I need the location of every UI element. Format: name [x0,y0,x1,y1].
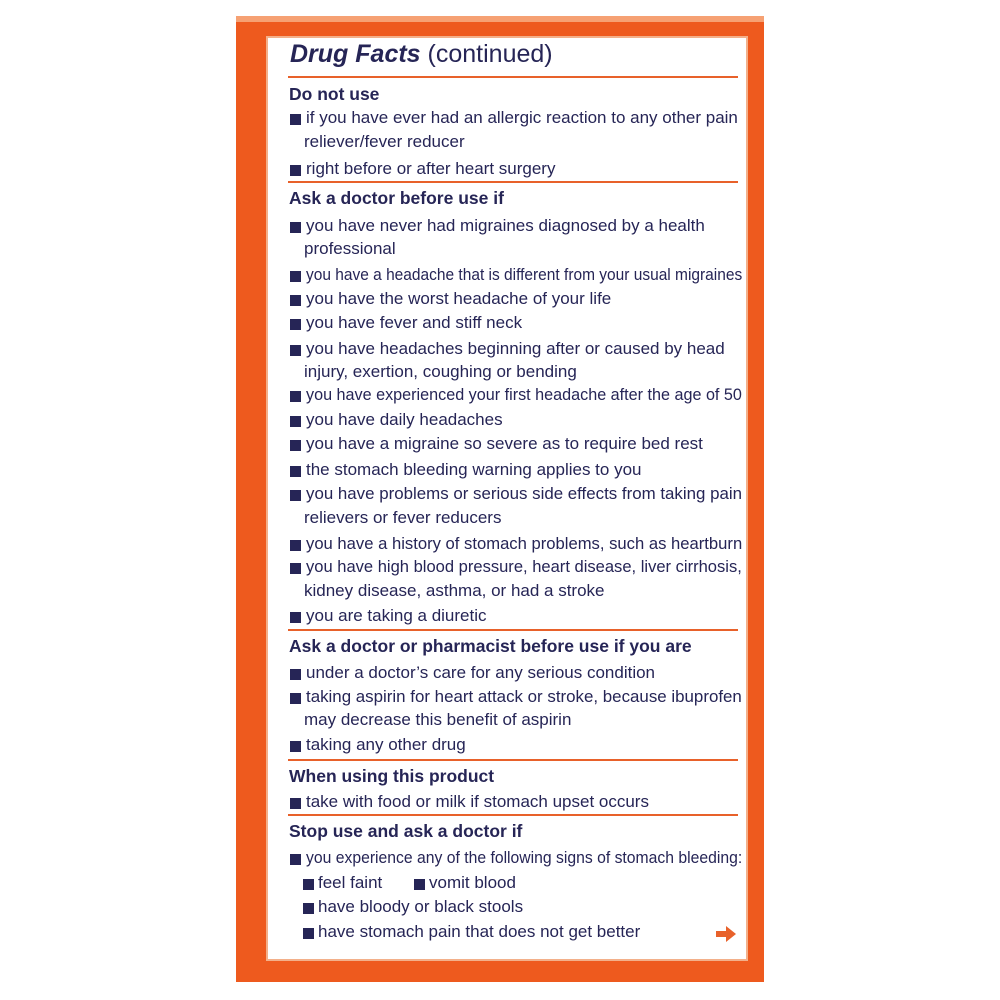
list-item-text: you are taking a diuretic [306,606,487,625]
list-item-text: you have headaches beginning after or caused by head [306,339,725,358]
bullet-icon [290,319,301,330]
list-item-text: take with food or milk if stomach upset occurs [306,792,649,811]
divider [288,759,738,761]
bullet-icon [290,222,301,233]
list-item-text: you experience any of the following signs of stomach bleeding: [306,848,743,867]
divider [288,629,738,631]
bullet-icon [290,741,301,752]
divider [288,76,738,78]
bullet-icon [290,854,301,865]
list-item-text: you have fever and stiff neck [306,313,523,332]
list-subitem-text: feel faint [318,873,383,892]
list-item-text: taking aspirin for heart attack or stroke, because ibuprofen [306,687,742,706]
list-item-text: you have problems or serious side effects from taking pain [306,484,743,503]
bullet-icon [303,903,314,914]
list-item-text: relievers or fever reducers [304,508,502,527]
bullet-icon [290,165,301,176]
bullet-icon [290,416,301,427]
bullet-icon [290,693,301,704]
title-bold: Drug Facts [290,40,421,68]
divider [288,814,738,816]
title-rest: (continued) [427,40,553,68]
bullet-icon [290,466,301,477]
bullet-icon [303,928,314,939]
section-heading: Do not use [289,84,380,104]
list-item-text: you have never had migraines diagnosed by a health [306,216,705,235]
bullet-icon [290,295,301,306]
bullet-icon [290,490,301,501]
list-item-text: you have high blood pressure, heart disease, liver cirrhosis, [306,557,742,576]
package-top-edge [236,16,764,22]
section-heading: When using this product [289,766,495,786]
bullet-icon [290,540,301,551]
list-item-text: right before or after heart surgery [306,159,556,178]
list-item-text: you have the worst headache of your life [306,289,612,308]
bullet-icon [290,612,301,623]
panel-title [290,40,553,69]
arrow-right-icon [716,926,736,942]
list-subitem-text: have stomach pain that does not get better [318,922,641,941]
list-item-text: you have a headache that is different from your usual migraines [306,265,743,284]
bullet-icon [290,563,301,574]
list-item-text: you have daily headaches [306,410,503,429]
bullet-icon [290,345,301,356]
bullet-icon [290,669,301,680]
list-item-text: kidney disease, asthma, or had a stroke [304,581,605,600]
section-heading: Ask a doctor or pharmacist before use if you are [289,636,692,656]
bullet-icon [290,440,301,451]
bullet-icon [290,798,301,809]
section-heading: Ask a doctor before use if [289,188,504,208]
section-heading: Stop use and ask a doctor if [289,821,523,841]
divider [288,181,738,183]
list-subitem-text: have bloody or black stools [318,897,524,916]
list-item-text: if you have ever had an allergic reaction to any other pain [306,108,738,127]
bullet-icon [414,879,425,890]
list-item-text: may decrease this benefit of aspirin [304,710,572,729]
bullet-icon [290,114,301,125]
bullet-icon [290,271,301,282]
list-item-text: reliever/fever reducer [304,132,465,151]
list-item-text: injury, exertion, coughing or bending [304,362,577,381]
bullet-icon [290,391,301,402]
list-subitem-text: vomit blood [429,873,516,892]
bullet-icon [303,879,314,890]
list-item-text: taking any other drug [306,735,466,754]
list-item-text: under a doctor’s care for any serious condition [306,663,656,682]
list-item-text: professional [304,239,396,258]
list-item-text: you have a history of stomach problems, such as heartburn [306,534,743,553]
list-item-text: you have experienced your first headache after the age of 50 [306,385,742,404]
list-item-text: you have a migraine so severe as to require bed rest [306,434,703,453]
list-item-text: the stomach bleeding warning applies to you [306,460,642,479]
